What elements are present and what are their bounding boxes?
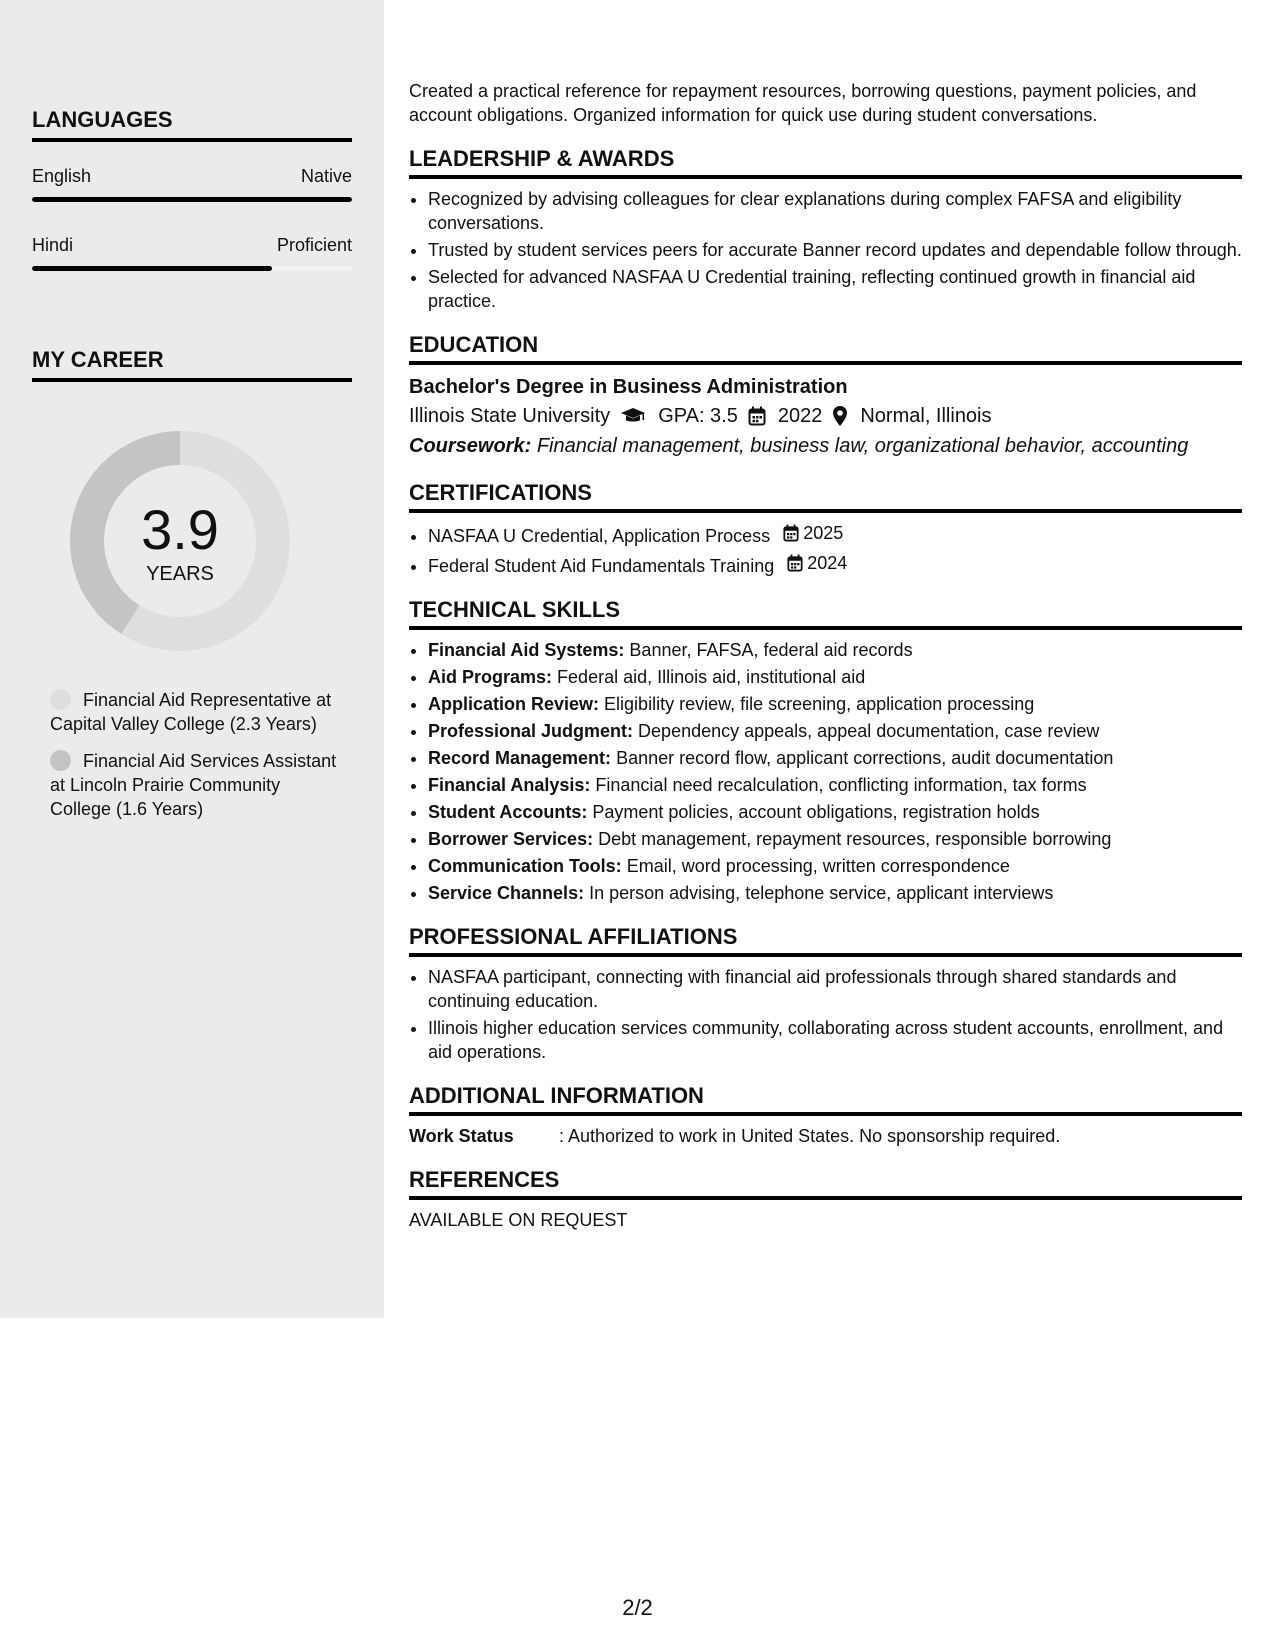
- calendar-icon: [748, 406, 766, 426]
- skill-label: Borrower Services:: [428, 829, 594, 849]
- education-year: 2022: [777, 405, 823, 427]
- leadership-heading: LEADERSHIP & AWARDS: [409, 145, 1242, 179]
- graduation-cap-icon: [620, 406, 646, 426]
- language-level: Proficient: [276, 235, 352, 255]
- certification-year: 2024: [807, 553, 848, 573]
- skill-value: Payment policies, account obligations, registration holds: [592, 802, 1040, 822]
- skill-item: [428, 854, 1242, 878]
- skill-item: [428, 746, 1242, 770]
- affiliations-heading: PROFESSIONAL AFFILIATIONS: [409, 923, 1242, 957]
- career-total-unit: YEARS: [146, 563, 214, 585]
- coursework-text: Financial management, business law, organizational behavior, accounting: [536, 435, 1189, 457]
- skill-item: [428, 638, 1242, 662]
- skill-label: Application Review:: [428, 694, 600, 714]
- skill-value: Email, word processing, written correspondence: [626, 856, 1010, 876]
- list-item: • Recognized by advising colleagues for clear explanations during complex FAFSA and eligibility conversations.: [428, 187, 1242, 235]
- skill-item: [428, 719, 1242, 743]
- skill-value: In person advising, telephone service, applicant interviews: [589, 883, 1054, 903]
- career-item-text: Financial Aid Services Assistant at Lincoln Prairie Community College (1.6 Years): [50, 751, 337, 819]
- skill-item: [428, 827, 1242, 851]
- main-content: [409, 79, 1242, 1232]
- skill-value: Federal aid, Illinois aid, institutional aid: [557, 667, 866, 687]
- skill-item: [428, 881, 1242, 905]
- career-item-text: Financial Aid Representative at Capital Valley College (2.3 Years): [50, 690, 332, 734]
- calendar-icon: [787, 554, 803, 572]
- list-item: • NASFAA participant, connecting with financial aid professionals through shared standards and continuing education.: [428, 965, 1242, 1013]
- calendar-icon: [783, 524, 799, 542]
- affiliations-list: [409, 965, 1242, 1064]
- list-item: • Selected for advanced NASFAA U Credential training, reflecting continued growth in financial aid practice.: [428, 265, 1242, 313]
- certification-date: [787, 551, 847, 575]
- language-bar-fill: [32, 197, 352, 202]
- certifications-heading: CERTIFICATIONS: [409, 479, 1242, 513]
- work-status-value: : Authorized to work in United States. No sponsorship required.: [559, 1126, 1061, 1146]
- skill-value: Banner, FAFSA, federal aid records: [629, 640, 913, 660]
- work-status-row: [409, 1124, 1242, 1148]
- education-coursework: [409, 431, 1242, 461]
- skill-value: Financial need recalculation, conflicting information, tax forms: [595, 775, 1087, 795]
- list-item: • Trusted by student services peers for accurate Banner record updates and dependable follow through.: [428, 238, 1242, 262]
- skill-item: [428, 692, 1242, 716]
- skill-label: Record Management:: [428, 748, 612, 768]
- language-bar-fill: [32, 266, 272, 271]
- certification-date: [783, 521, 843, 545]
- legend-dot: [50, 689, 71, 710]
- skill-value: Dependency appeals, appeal documentation, case review: [638, 721, 1100, 741]
- certification-item: [428, 551, 1242, 578]
- career-total-years: 3.9: [141, 498, 219, 561]
- leadership-list: [409, 187, 1242, 313]
- skill-label: Aid Programs:: [428, 667, 553, 687]
- legend-dot: [50, 750, 71, 771]
- language-row-english: [32, 165, 352, 187]
- additional-info-heading: ADDITIONAL INFORMATION: [409, 1082, 1242, 1116]
- references-text: AVAILABLE ON REQUEST: [409, 1210, 628, 1230]
- certification-item: [428, 521, 1242, 548]
- education-heading: EDUCATION: [409, 331, 1242, 365]
- skill-value: Banner record flow, applicant corrections, audit documentation: [616, 748, 1114, 768]
- career-legend: [50, 688, 340, 834]
- skill-item: [428, 665, 1242, 689]
- skill-label: Financial Aid Systems:: [428, 640, 625, 660]
- page-number: 2/2: [622, 1595, 653, 1620]
- language-level: Native: [300, 166, 352, 186]
- education-school: Illinois State University: [409, 405, 611, 427]
- certification-year: 2025: [803, 523, 844, 543]
- education-location: Normal, Illinois: [860, 405, 992, 427]
- skill-label: Student Accounts:: [428, 802, 588, 822]
- career-heading: MY CAREER: [32, 346, 352, 382]
- skill-label: Service Channels:: [428, 883, 585, 903]
- location-pin-icon: [832, 405, 848, 427]
- education-details: [409, 401, 1242, 431]
- languages-heading: LANGUAGES: [32, 106, 352, 142]
- education-gpa: GPA: 3.5: [658, 405, 738, 427]
- skill-value: Debt management, repayment resources, responsible borrowing: [598, 829, 1112, 849]
- language-bar-english: [32, 197, 352, 202]
- skill-label: Financial Analysis:: [428, 775, 591, 795]
- intro-paragraph: Created a practical reference for repayment resources, borrowing questions, payment policies, and account obligations. Organized information for quick use during student conversations.: [409, 81, 1197, 125]
- career-legend-item: [50, 749, 340, 821]
- certification-name: NASFAA U Credential, Application Process: [428, 526, 771, 546]
- language-name: English: [32, 166, 92, 186]
- references-heading: REFERENCES: [409, 1166, 1242, 1200]
- work-status-label: Work Status: [409, 1126, 514, 1146]
- skill-label: Professional Judgment:: [428, 721, 634, 741]
- education-degree: Bachelor's Degree in Business Administration: [409, 376, 848, 398]
- skill-item: [428, 773, 1242, 797]
- language-bar-hindi: [32, 266, 352, 271]
- certifications-list: [409, 521, 1242, 578]
- skill-item: [428, 800, 1242, 824]
- list-item: • Illinois higher education services community, collaborating across student accounts, enrollment, and aid operations.: [428, 1016, 1242, 1064]
- coursework-label: Coursework:: [409, 435, 532, 457]
- language-row-hindi: [32, 234, 352, 256]
- language-name: Hindi: [32, 235, 74, 255]
- career-legend-item: [50, 688, 340, 736]
- sidebar: [0, 0, 384, 1318]
- skill-label: Communication Tools:: [428, 856, 622, 876]
- skills-heading: TECHNICAL SKILLS: [409, 596, 1242, 630]
- skills-list: [409, 638, 1242, 905]
- skill-value: Eligibility review, file screening, application processing: [604, 694, 1035, 714]
- certification-name: Federal Student Aid Fundamentals Training: [428, 556, 775, 576]
